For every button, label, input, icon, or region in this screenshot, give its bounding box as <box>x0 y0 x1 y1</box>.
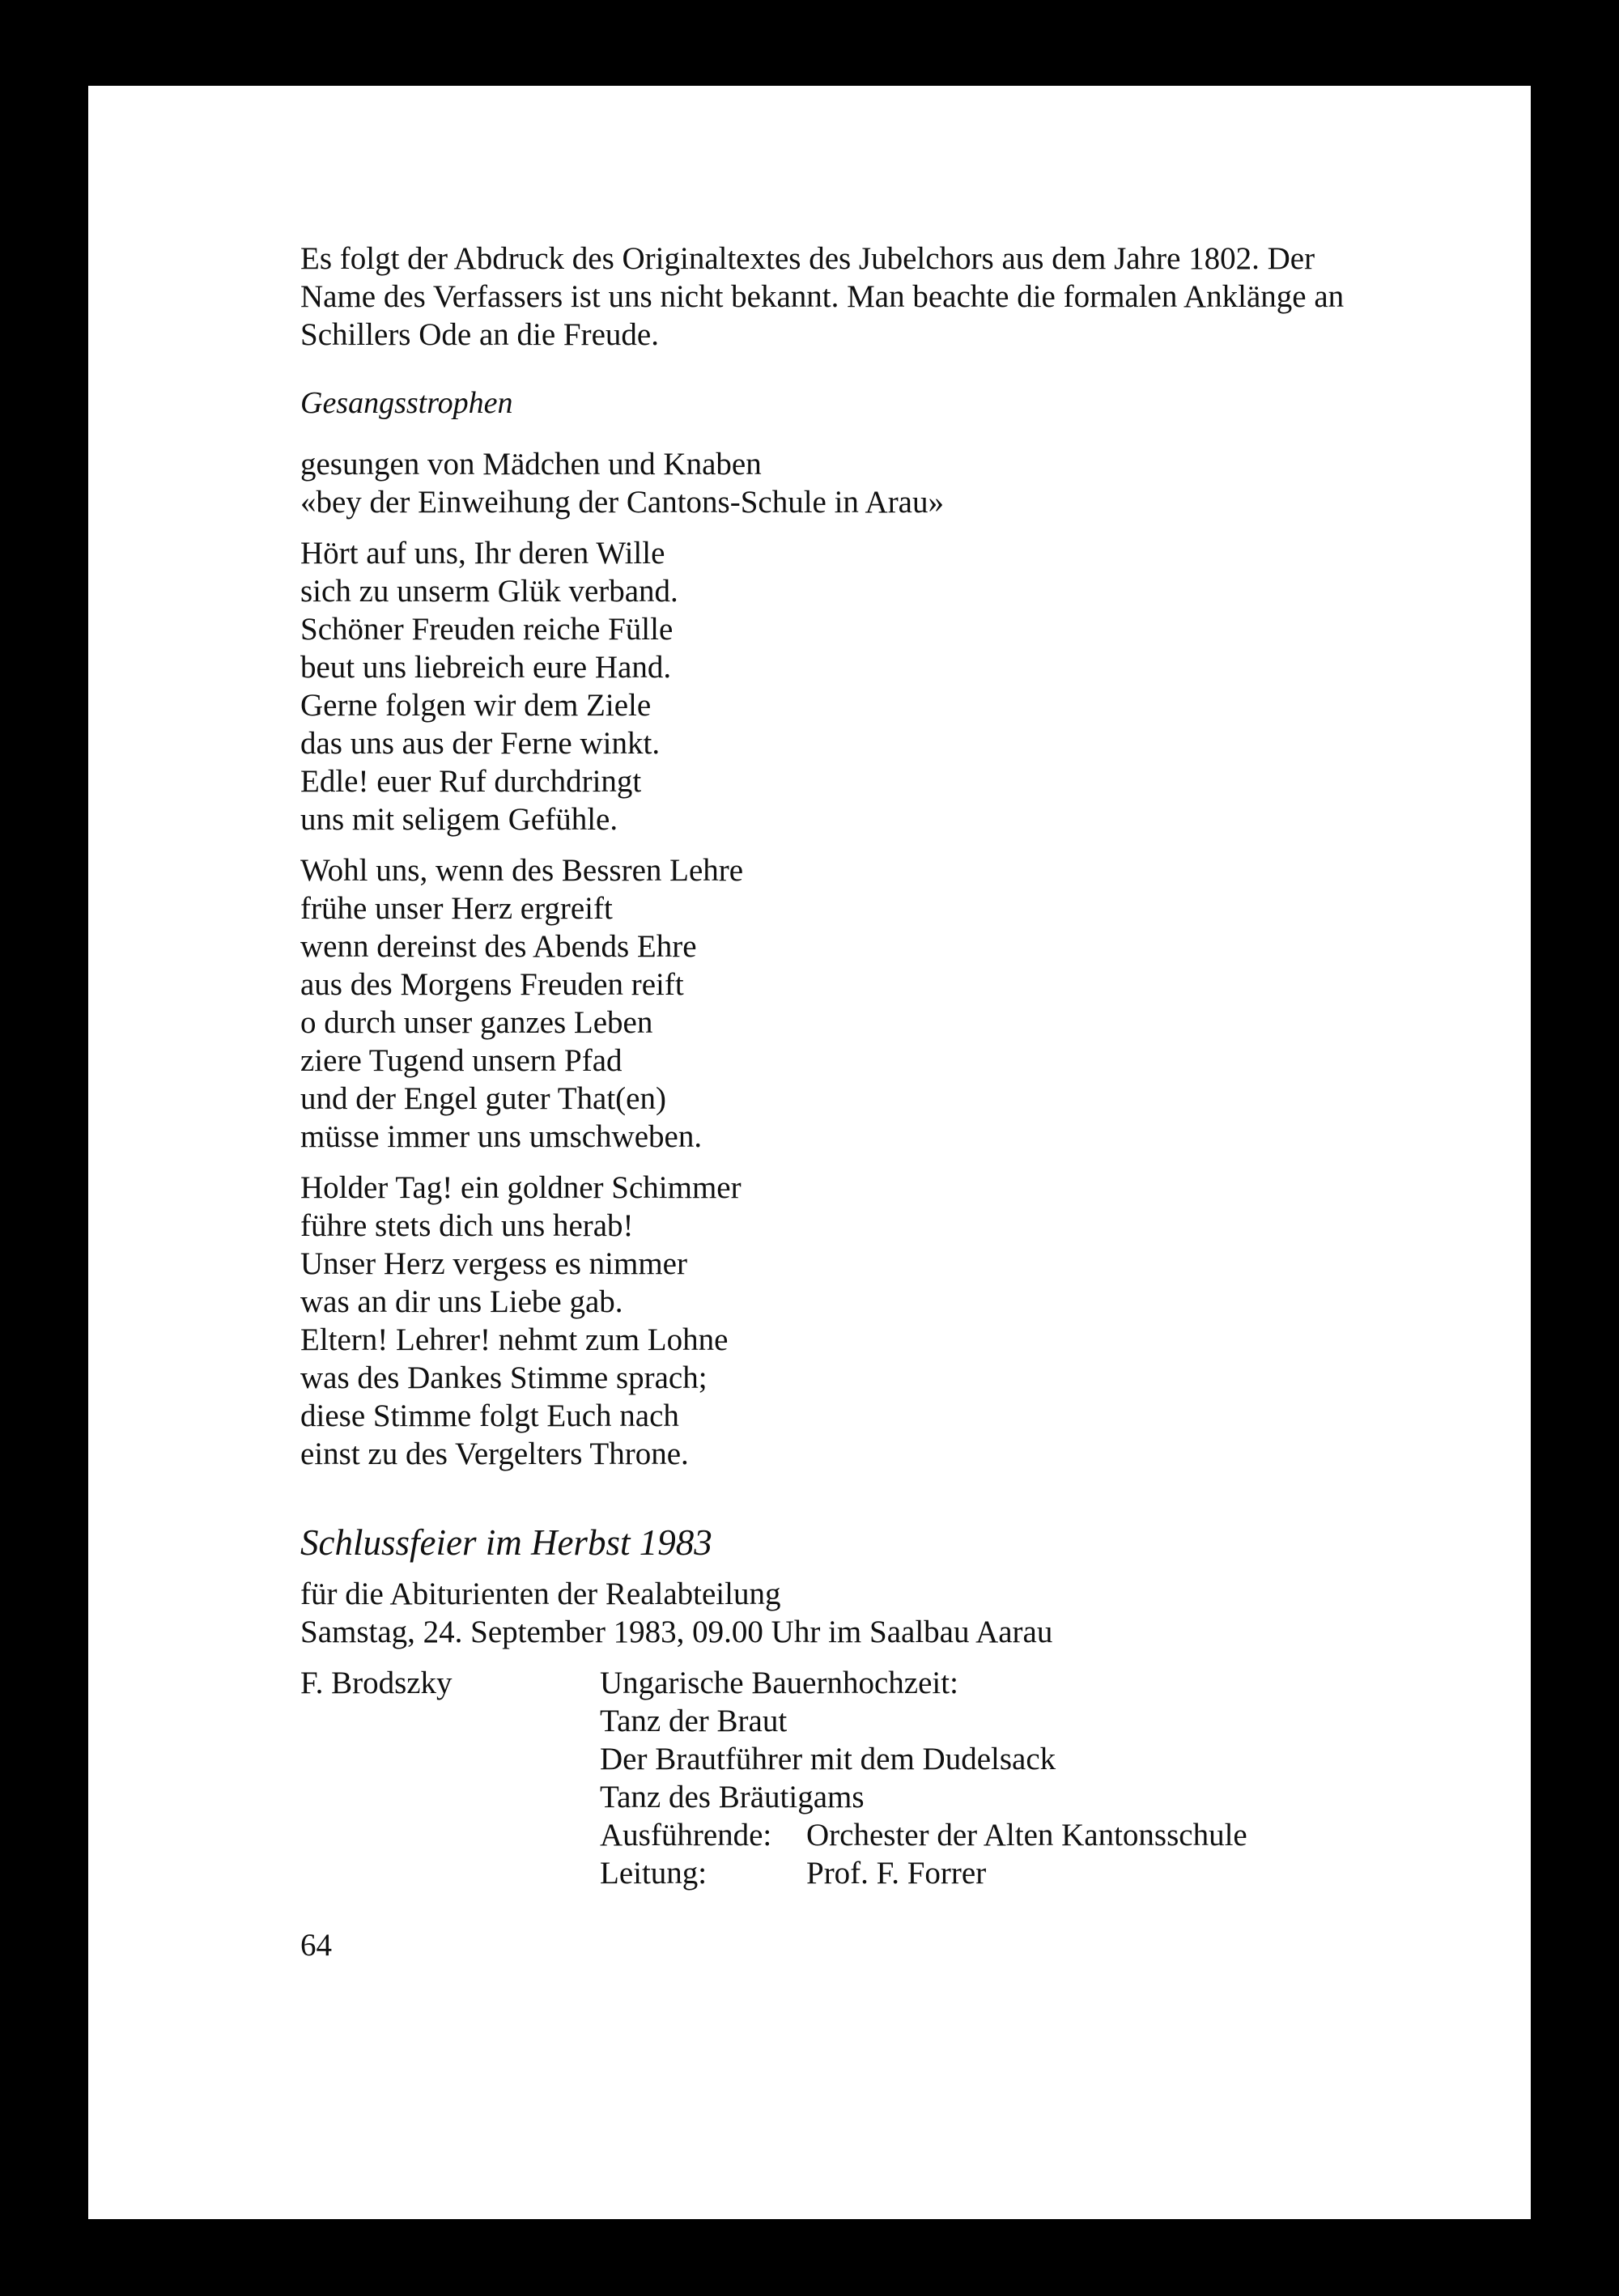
section2-subtitle <box>300 1575 1563 1651</box>
verse-line: diese Stimme folgt Euch nach <box>300 1398 679 1433</box>
stanza-2 <box>300 851 1563 1156</box>
section-heading-gesangsstrophen: Gesangsstrophen <box>300 386 513 420</box>
piece-line: Tanz des Bräutigams <box>600 1780 865 1814</box>
verse-line: ziere Tugend unsern Pfad <box>300 1043 623 1078</box>
piece-line: Ungarische Bauernhochzeit: <box>600 1666 958 1700</box>
composer-name: F. Brodszky <box>300 1666 453 1700</box>
verse-line: uns mit seligem Gefühle. <box>300 802 618 837</box>
verse-line: Hört auf uns, Ihr deren Wille <box>300 536 665 571</box>
subtitle-line: gesungen von Mädchen und Knaben <box>300 447 762 482</box>
verse-line: frühe unser Herz ergreift <box>300 891 613 926</box>
verse-line: sich zu unserm Glük verband. <box>300 574 678 609</box>
verse-line: Schöner Freuden reiche Fülle <box>300 612 674 647</box>
conductor-value: Prof. F. Forrer <box>806 1856 987 1891</box>
performers-value: Orchester der Alten Kantonsschule <box>806 1818 1247 1853</box>
verse-line: das uns aus der Ferne winkt. <box>300 726 661 761</box>
verse-line: wenn dereinst des Abends Ehre <box>300 929 697 964</box>
subtitle-line: Samstag, 24. September 1983, 09.00 Uhr im Saalbau Aarau <box>300 1615 1053 1649</box>
stanza-1 <box>300 534 1563 838</box>
performers-label: Ausführende: <box>600 1818 772 1853</box>
subtitle-line: für die Abiturienten der Realabteilung <box>300 1577 781 1611</box>
verse-line: Wohl uns, wenn des Bessren Lehre <box>300 853 744 888</box>
section1-subtitle <box>300 445 1563 521</box>
piece-line: Tanz der Braut <box>600 1704 788 1738</box>
verse-line: aus des Morgens Freuden reift <box>300 967 684 1002</box>
verse-line: was an dir uns Liebe gab. <box>300 1284 623 1319</box>
verse-line: Gerne folgen wir dem Ziele <box>300 688 652 723</box>
conductor-label: Leitung: <box>600 1856 708 1891</box>
stanza-3 <box>300 1169 1563 1473</box>
verse-line: o durch unser ganzes Leben <box>300 1005 653 1040</box>
verse-line: Unser Herz vergess es nimmer <box>300 1246 687 1281</box>
program-listing <box>300 1664 1563 1892</box>
page-content <box>300 240 1563 1964</box>
verse-line: Holder Tag! ein goldner Schimmer <box>300 1170 742 1205</box>
verse-line: beut uns liebreich eure Hand. <box>300 650 672 685</box>
subtitle-line: «bey der Einweihung der Cantons-Schule in Arau» <box>300 485 944 520</box>
intro-paragraph <box>300 240 1563 354</box>
intro-line: Name des Verfassers ist uns nicht bekannt. Man beachte die formalen Anklänge an <box>300 279 1345 314</box>
page-sheet <box>88 86 1531 2219</box>
intro-line: Es folgt der Abdruck des Originaltextes des Jubelchors aus dem Jahre 1802. Der <box>300 241 1315 276</box>
piece-line: Der Brautführer mit dem Dudelsack <box>600 1742 1056 1776</box>
verse-line: was des Dankes Stimme sprach; <box>300 1360 708 1395</box>
page-number: 64 <box>300 1928 332 1963</box>
verse-line: führe stets dich uns herab! <box>300 1208 634 1243</box>
verse-line: Edle! euer Ruf durchdringt <box>300 764 642 799</box>
section-heading-schlussfeier: Schlussfeier im Herbst 1983 <box>300 1522 712 1563</box>
verse-line: Eltern! Lehrer! nehmt zum Lohne <box>300 1322 729 1357</box>
verse-line: einst zu des Vergelters Throne. <box>300 1437 689 1471</box>
intro-line: Schillers Ode an die Freude. <box>300 317 659 352</box>
verse-line: müsse immer uns umschweben. <box>300 1119 703 1154</box>
verse-line: und der Engel guter That(en) <box>300 1081 666 1116</box>
